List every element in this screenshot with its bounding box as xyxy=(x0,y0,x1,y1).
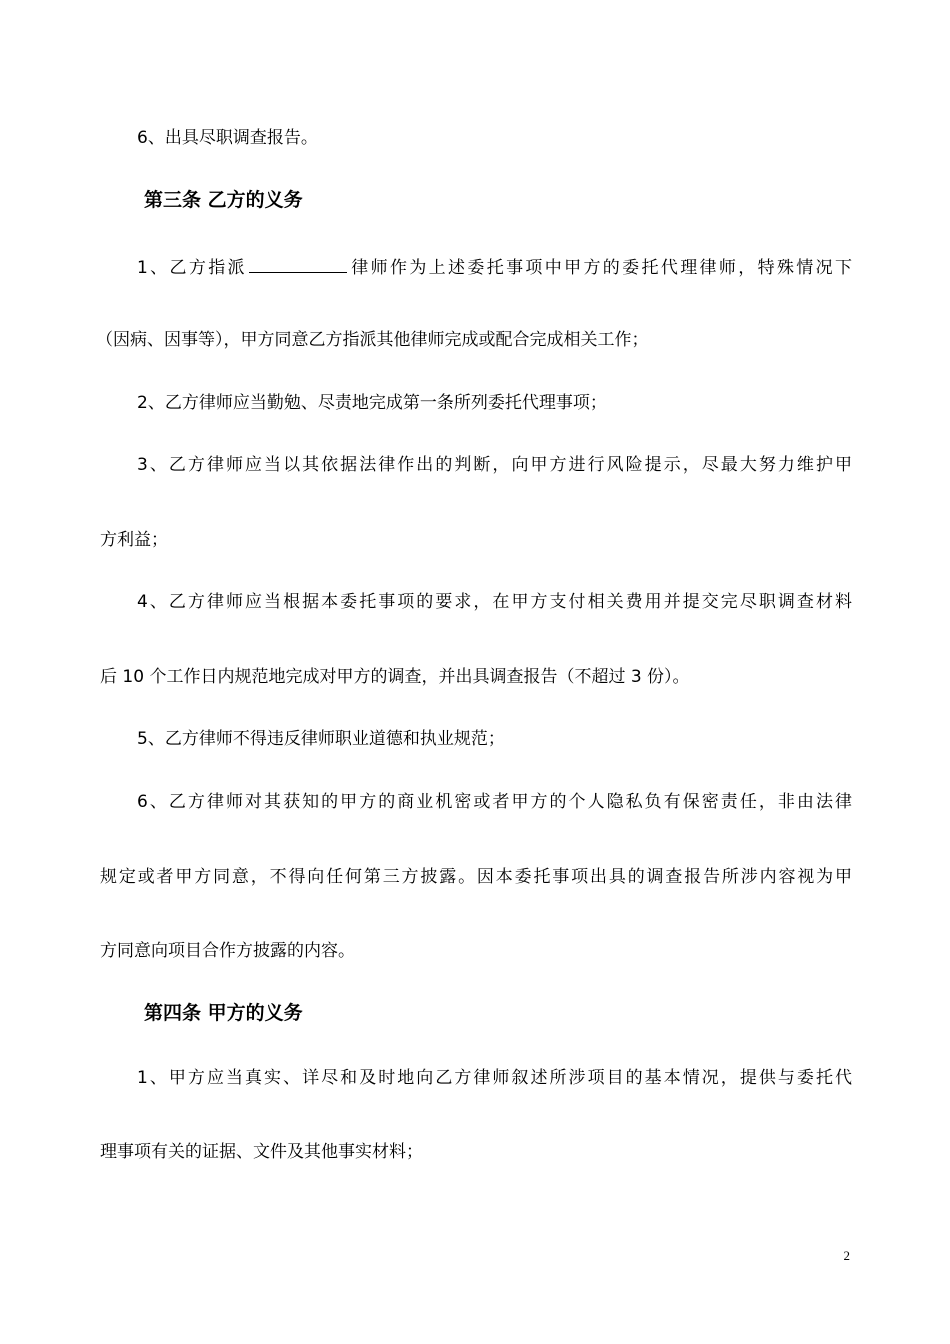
text-line: 5、乙方律师不得违反律师职业道德和执业规范； xyxy=(137,729,505,749)
fill-in-blank-lawyer-name xyxy=(249,254,347,273)
text-line: 4、乙方律师应当根据本委托事项的要求，在甲方支付相关费用并提交完尽职调查材料 xyxy=(137,592,852,612)
text-segment: 1、乙方指派 xyxy=(137,258,247,278)
text-line: 6、出具尽职调查报告。 xyxy=(137,128,318,148)
text-segment: 律师作为上述委托事项中甲方的委托代理律师，特殊情况下 xyxy=(348,258,852,278)
section-heading-article-3: 第三条 乙方的义务 xyxy=(144,189,303,211)
text-line: 规定或者甲方同意，不得向任何第三方披露。因本委托事项出具的调查报告所涉内容视为甲 xyxy=(100,867,852,887)
text-line: 方利益； xyxy=(100,530,168,550)
text-line: （因病、因事等），甲方同意乙方指派其他律师完成或配合完成相关工作； xyxy=(96,330,649,350)
text-line: 后 10 个工作日内规范地完成对甲方的调查，并出具调查报告（不超过 3 份）。 xyxy=(100,667,690,687)
section-heading-article-4: 第四条 甲方的义务 xyxy=(144,1002,303,1024)
text-line: 方同意向项目合作方披露的内容。 xyxy=(100,941,355,961)
text-line: 2、乙方律师应当勤勉、尽责地完成第一条所列委托代理事项； xyxy=(137,393,607,413)
page-number: 2 xyxy=(843,1248,850,1263)
text-line xyxy=(137,254,852,279)
text-line: 3、乙方律师应当以其依据法律作出的判断，向甲方进行风险提示，尽最大努力维护甲 xyxy=(137,455,852,475)
text-line: 6、乙方律师对其获知的甲方的商业机密或者甲方的个人隐私负有保密责任，非由法律 xyxy=(137,792,852,812)
text-line: 理事项有关的证据、文件及其他事实材料； xyxy=(100,1142,423,1162)
text-line: 1、甲方应当真实、详尽和及时地向乙方律师叙述所涉项目的基本情况，提供与委托代 xyxy=(137,1068,852,1088)
